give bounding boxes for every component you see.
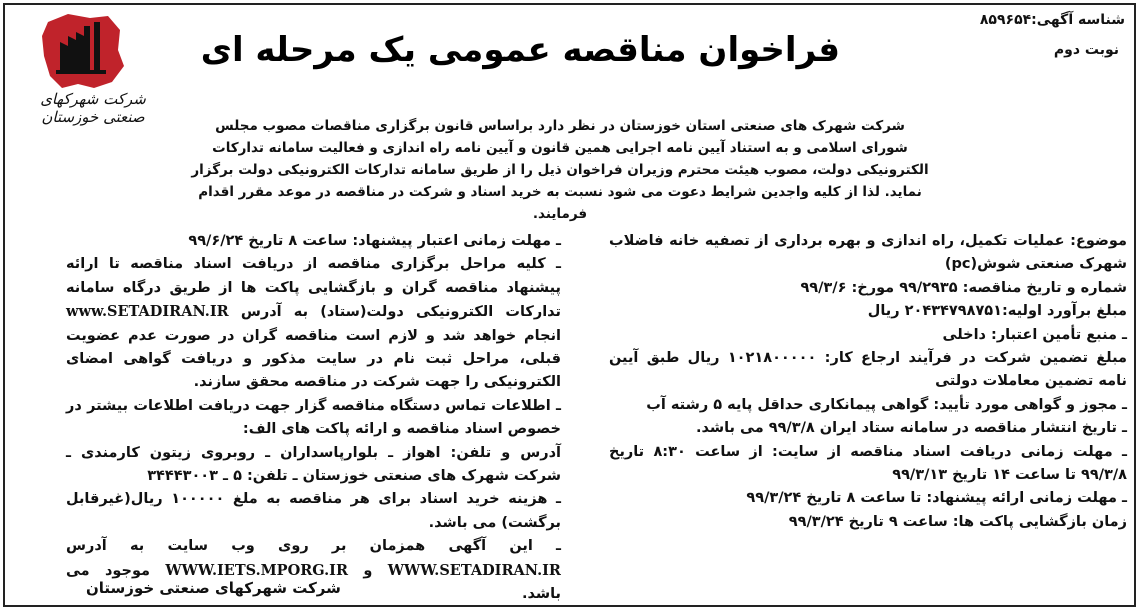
guarantee-amount: مبلغ تضمین شرکت در فرآیند ارجاع کار: ۱۰۲۱۸۰۰۰۰۰ ریال طبق آیین نامه تضمین معاملات دولتی (609, 350, 1127, 390)
publish-date: ـ تاریخ انتشار مناقصه در سامانه ستاد ایران ۹۹/۳/۸ می باشد. (695, 420, 1127, 437)
page-title: فراخوان مناقصه عمومی یک مرحله ای (200, 30, 840, 70)
document-fee: ـ هزینه خرید اسناد برای هر مناقصه به ملغ ۱۰۰۰۰۰ ریال(غیرقابل برگشت) می باشد. (66, 491, 561, 531)
setad-link[interactable]: www.SETADIRAN.IR (66, 303, 229, 321)
signature: شرکت شهرکهای صنعتی خوزستان (86, 579, 341, 597)
ad-round: نوبت دوم (1053, 42, 1119, 58)
process-text-before: ـ کلیه مراحل برگزاری مناقصه از دریافت اسناد مناقصه تا ارائه پیشنهاد مناقصه گران و بازگشایی پاکت ها از طریق درگاه سامانه تدارکات الکترونیکی دولت(ستاد) به آدرس (66, 256, 561, 321)
tender-number-date: شماره و تاریخ مناقصه: ۹۹/۲۹۳۵ مورخ: ۹۹/۳/۶ (800, 279, 1127, 296)
process-text-after: انجام خواهد شد و لازم است مناقصه گران در صورت عدم عضویت قبلی، مراحل ثبت نام در سایت مذکور و دریافت گواهی امضای الکترونیکی را جهت شرکت در مناقصه محقق سازند. (66, 327, 561, 391)
website-text-before: ـ این آگهی همزمان بر روی وب سایت به آدرس (66, 538, 561, 555)
funding-source: ـ منبع تأمین اعتبار: داخلی (942, 326, 1127, 343)
tender-process-column (66, 230, 561, 607)
document-deadline: ـ مهلت زمانی دریافت اسناد مناقصه از سایت: از ساعت ۸:۳۰ تاریخ ۹۹/۳/۸ تا ساعت ۱۴ تاریخ ۹۹/۳/۱۳ (609, 443, 1127, 484)
website-and: و (363, 562, 373, 579)
contact-info: ـ اطلاعات تماس دستگاه مناقصه گزار جهت دریافت اطلاعات بیشتر در خصوص اسناد مناقصه و ارائه پاکت های الف: (66, 397, 561, 438)
bid-validity: ـ مهلت زمانی اعتبار پیشنهاد: ساعت ۸ تاریخ ۹۹/۶/۲۴ (188, 233, 561, 249)
contact-address: آدرس و تلفن: اهواز ـ بلوارپاسداران ـ روبروی زیتون کارمندی ـ شرکت شهرک های صنعتی خوزستان ـ تلفن: ۵ ـ ۳۴۴۴۳۰۰۳ (66, 444, 561, 485)
ad-id: شناسه آگهی:۸۵۹۶۵۴ (979, 12, 1125, 28)
company-logo (16, 10, 166, 126)
setad-link-2[interactable]: WWW.SETADIRAN.IR (387, 561, 561, 579)
website-text-after: موجود می باشد. (66, 562, 561, 603)
factory-map-icon (38, 10, 128, 92)
tender-subject: موضوع: عملیات تکمیل، راه اندازی و بهره برداری از تصفیه خانه فاضلاب شهرک صنعتی شوش(pc) (609, 233, 1127, 273)
iets-link[interactable]: WWW.IETS.MPORG.IR (165, 561, 349, 579)
process-paragraph (66, 253, 561, 394)
bid-deadline: ـ مهلت زمانی ارائه پیشنهاد: تا ساعت ۸ تاریخ ۹۹/۳/۲۴ (746, 490, 1127, 507)
opening-time: زمان بازگشایی پاکت ها: ساعت ۹ تاریخ ۹۹/۳/۲۴ (788, 513, 1127, 530)
intro-paragraph: شرکت شهرک های صنعتی استان خوزستان در نظر دارد براساس قانون برگزاری مناقصات مصوب مجلس شورای اسلامی و به استناد آیین نامه اجرایی همین قانون و آیین نامه راه اندازی و فعالیت سامانه تدارکات الکترونیکی دولت، مصوب هیئت محترم وزیران فراخوان ذیل را از طریق سامانه تدارکات الکترونیکی دولت برگزار نماید. لذا از کلیه واجدین شرایط دعوت می شود نسبت به خرید اسناد و شرکت در مناقصه در موعد مقرر اقدام فرمایند. (191, 118, 929, 222)
tender-details-column (609, 230, 1127, 534)
logo-caption: شرکت شهرکهای صنعتی خوزستان (40, 90, 146, 126)
initial-estimate: مبلغ برآورد اولیه:۲۰۴۳۴۷۹۸۷۵۱ ریال (867, 303, 1127, 320)
license-requirement: ـ مجوز و گواهی مورد تأیید: گواهی پیمانکاری حداقل پایه ۵ رشته آب (646, 396, 1127, 413)
